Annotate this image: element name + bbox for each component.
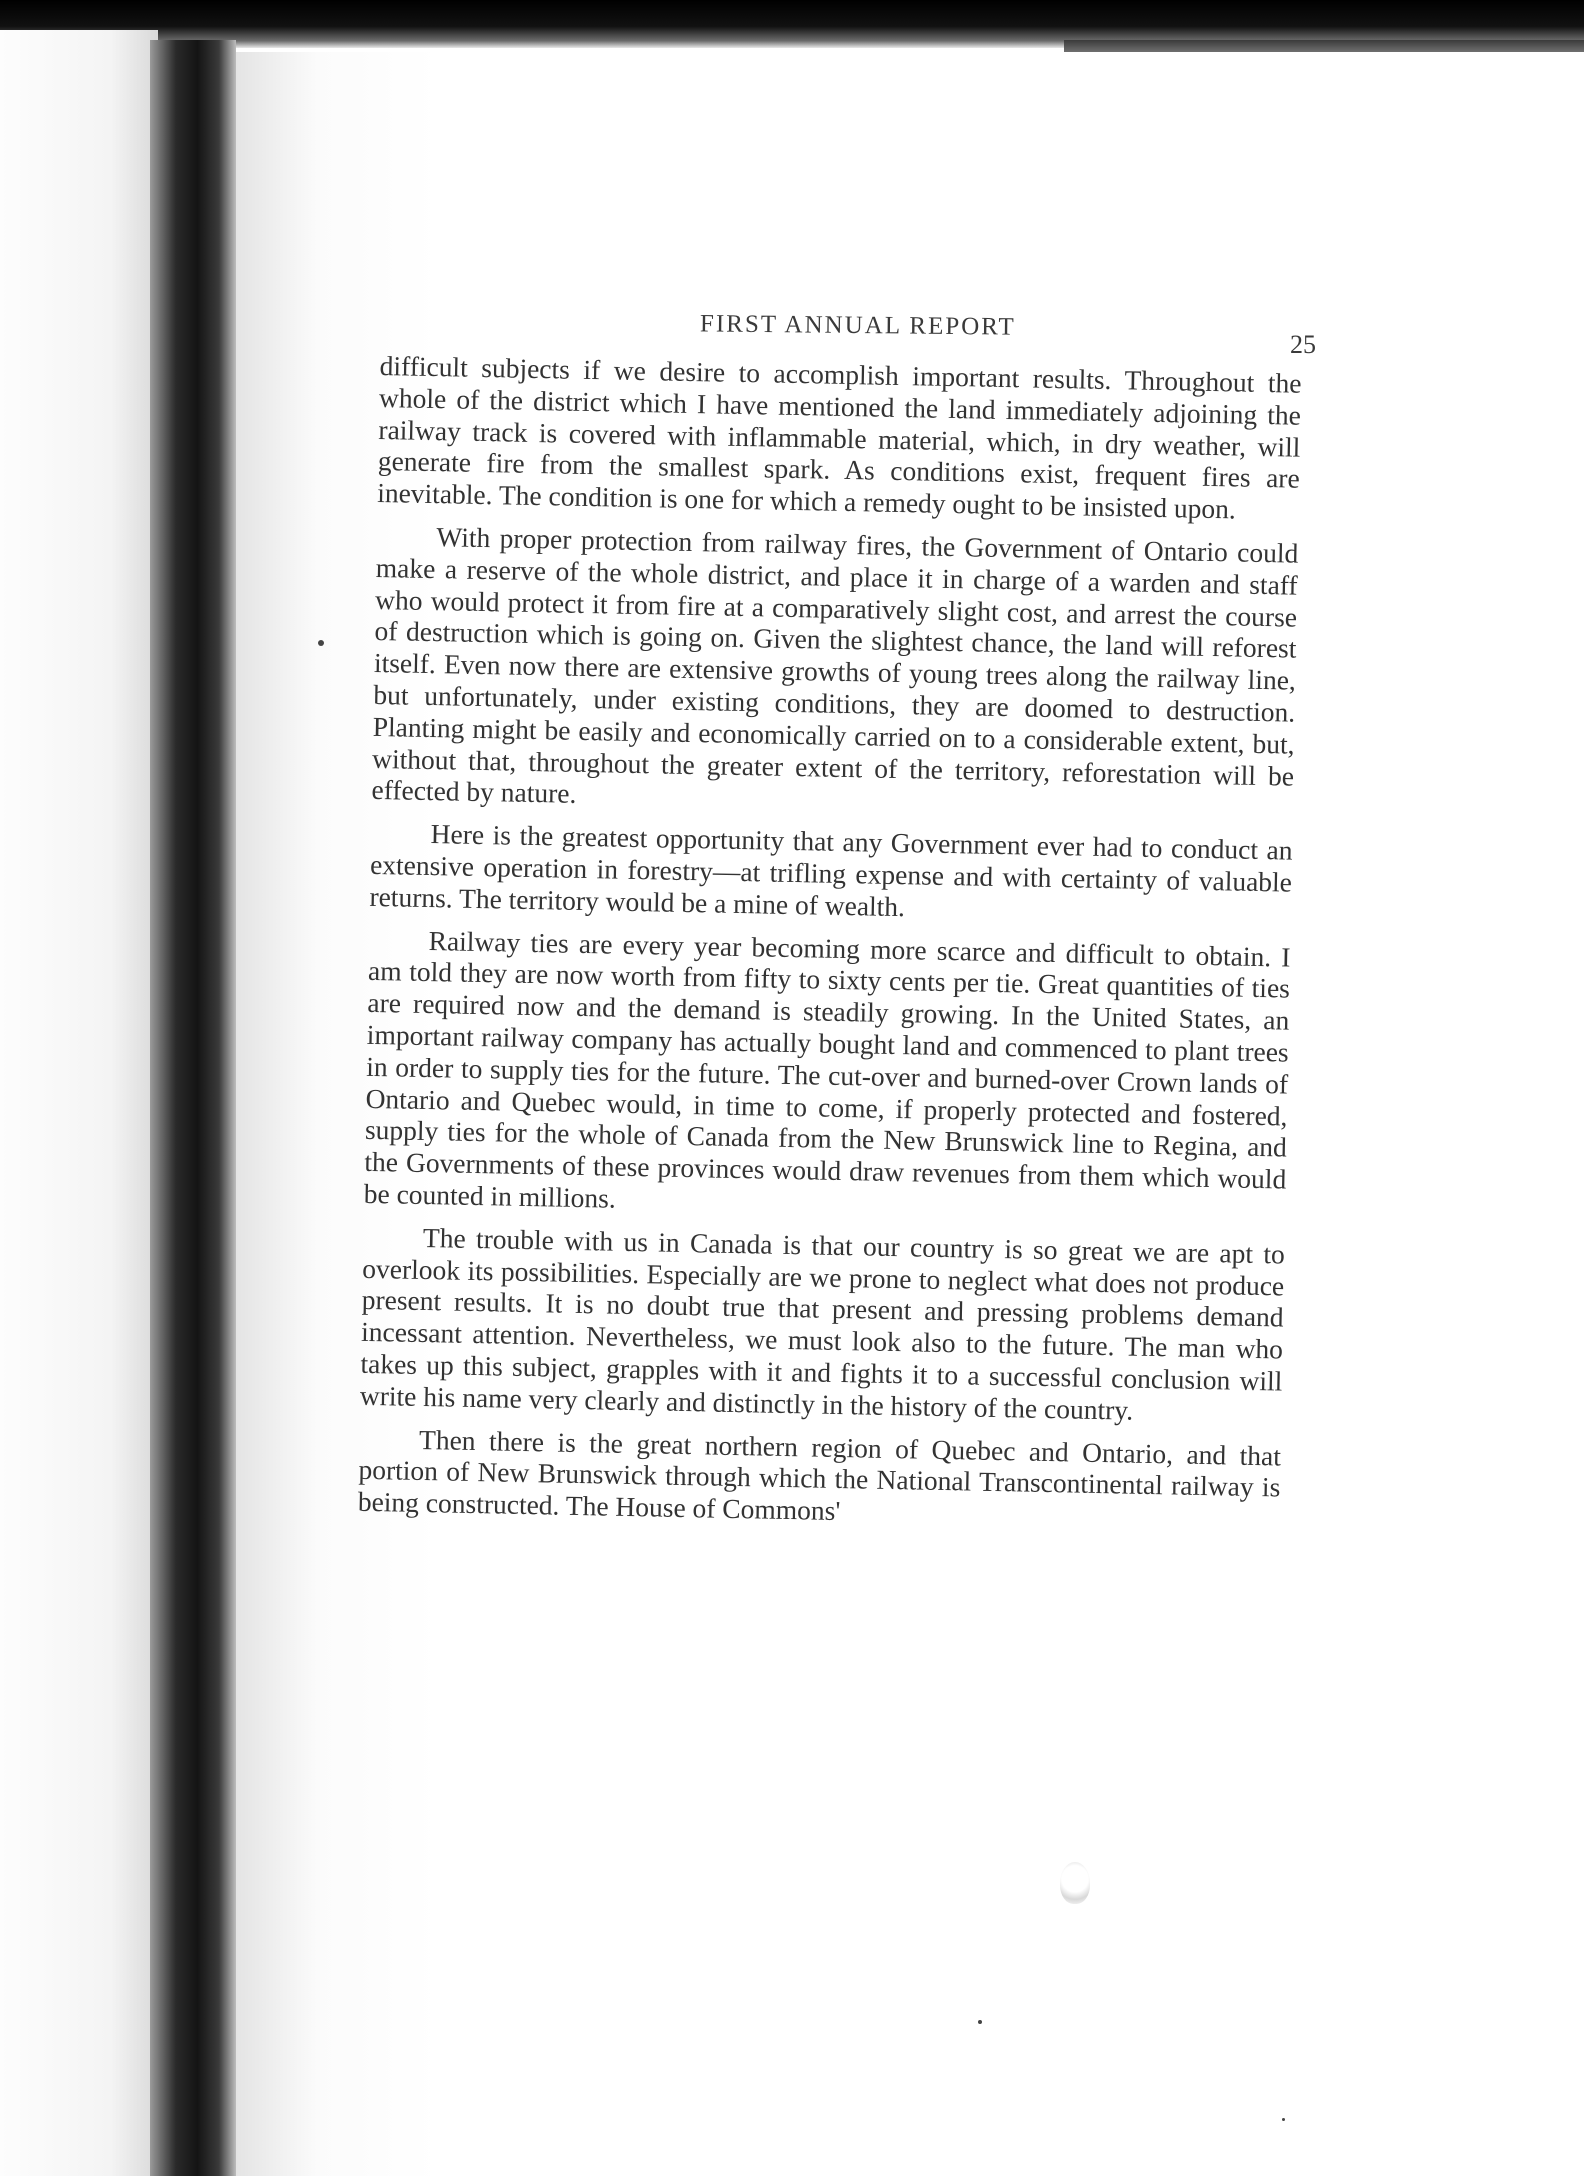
book-gutter [150,40,236,2176]
paragraph: With proper protection from railway fires, the Government of Ontario could make a reserve of the whole district, and place it in charge of a warden and staff who would protect it from fire at a comparatively slight cost, and arrest the course of destruction which is going on. Given the slightest chance, the land will reforest itself. Even now there are extensive growths of young trees along the railway line, but unfortunately, under existing conditions, they are doomed to destruction. Planting might be easily and economically carried on to a considerable extent, but, without that, throughout the greater extent of the territory, reforestation will be effected by nature. [371,521,1299,810]
page-number: 25 [1290,330,1316,359]
left-page-fragment [0,30,158,2176]
paragraph: Then there is the great northern region of Quebec and Ontario, and that portion of New Brunswick through which the National Transcontinental railway is being constructed. The House of Commons' [357,1423,1282,1527]
ink-speck [318,640,324,646]
paragraph: Railway ties are every year becoming more scarce and difficult to obtain. I am told they are now worth from fifty to sixty cents per tie. Great quantities of ties are required now and the demand is steadily growing. In the United States, an important railway company has actually bought land and commenced to plant trees in order to supply ties for the future. The cut-over and burned-over Crown lands of Ontario and Quebec would, in time to come, if properly protected and fostered, supply ties for the whole of Canada from the New Brunswick line to Regina, and the Governments of these provinces would draw revenues from them which would be counted in millions. [363,924,1291,1214]
body-text [357,350,1301,1546]
running-title: FIRST ANNUAL REPORT [699,310,1016,341]
paragraph: Here is the greatest opportunity that any Government ever had to conduct an extensive operation in forestry—at trifling expense and with certainty of valuable returns. The territory would be a mine of wealth. [369,818,1293,922]
ink-speck [978,2020,982,2024]
paragraph: difficult subjects if we desire to accomplish important results. Throughout the whole of the district which I have mentioned the land immediately adjoining the railway track is covered with inflammable material, which, in dry weather, will generate fire from the smallest spark. As conditions exist, frequent fires are inevitable. The condition is one for which a remedy ought to be insisted upon. [376,350,1302,525]
ink-speck [1282,2118,1285,2121]
paragraph: The trouble with us in Canada is that our country is so great we are apt to overlook its possibilities. Especially are we prone to neglect what does not produce present results. It is no doubt true that present and pressing problems demand incessant attention. Nevertheless, we must look also to the future. The man who takes up this subject, grapples with it and fights it to a successful conclusion will write his name very clearly and distinctly in the history of the country. [359,1221,1286,1426]
paper-blemish [1060,1862,1090,1904]
